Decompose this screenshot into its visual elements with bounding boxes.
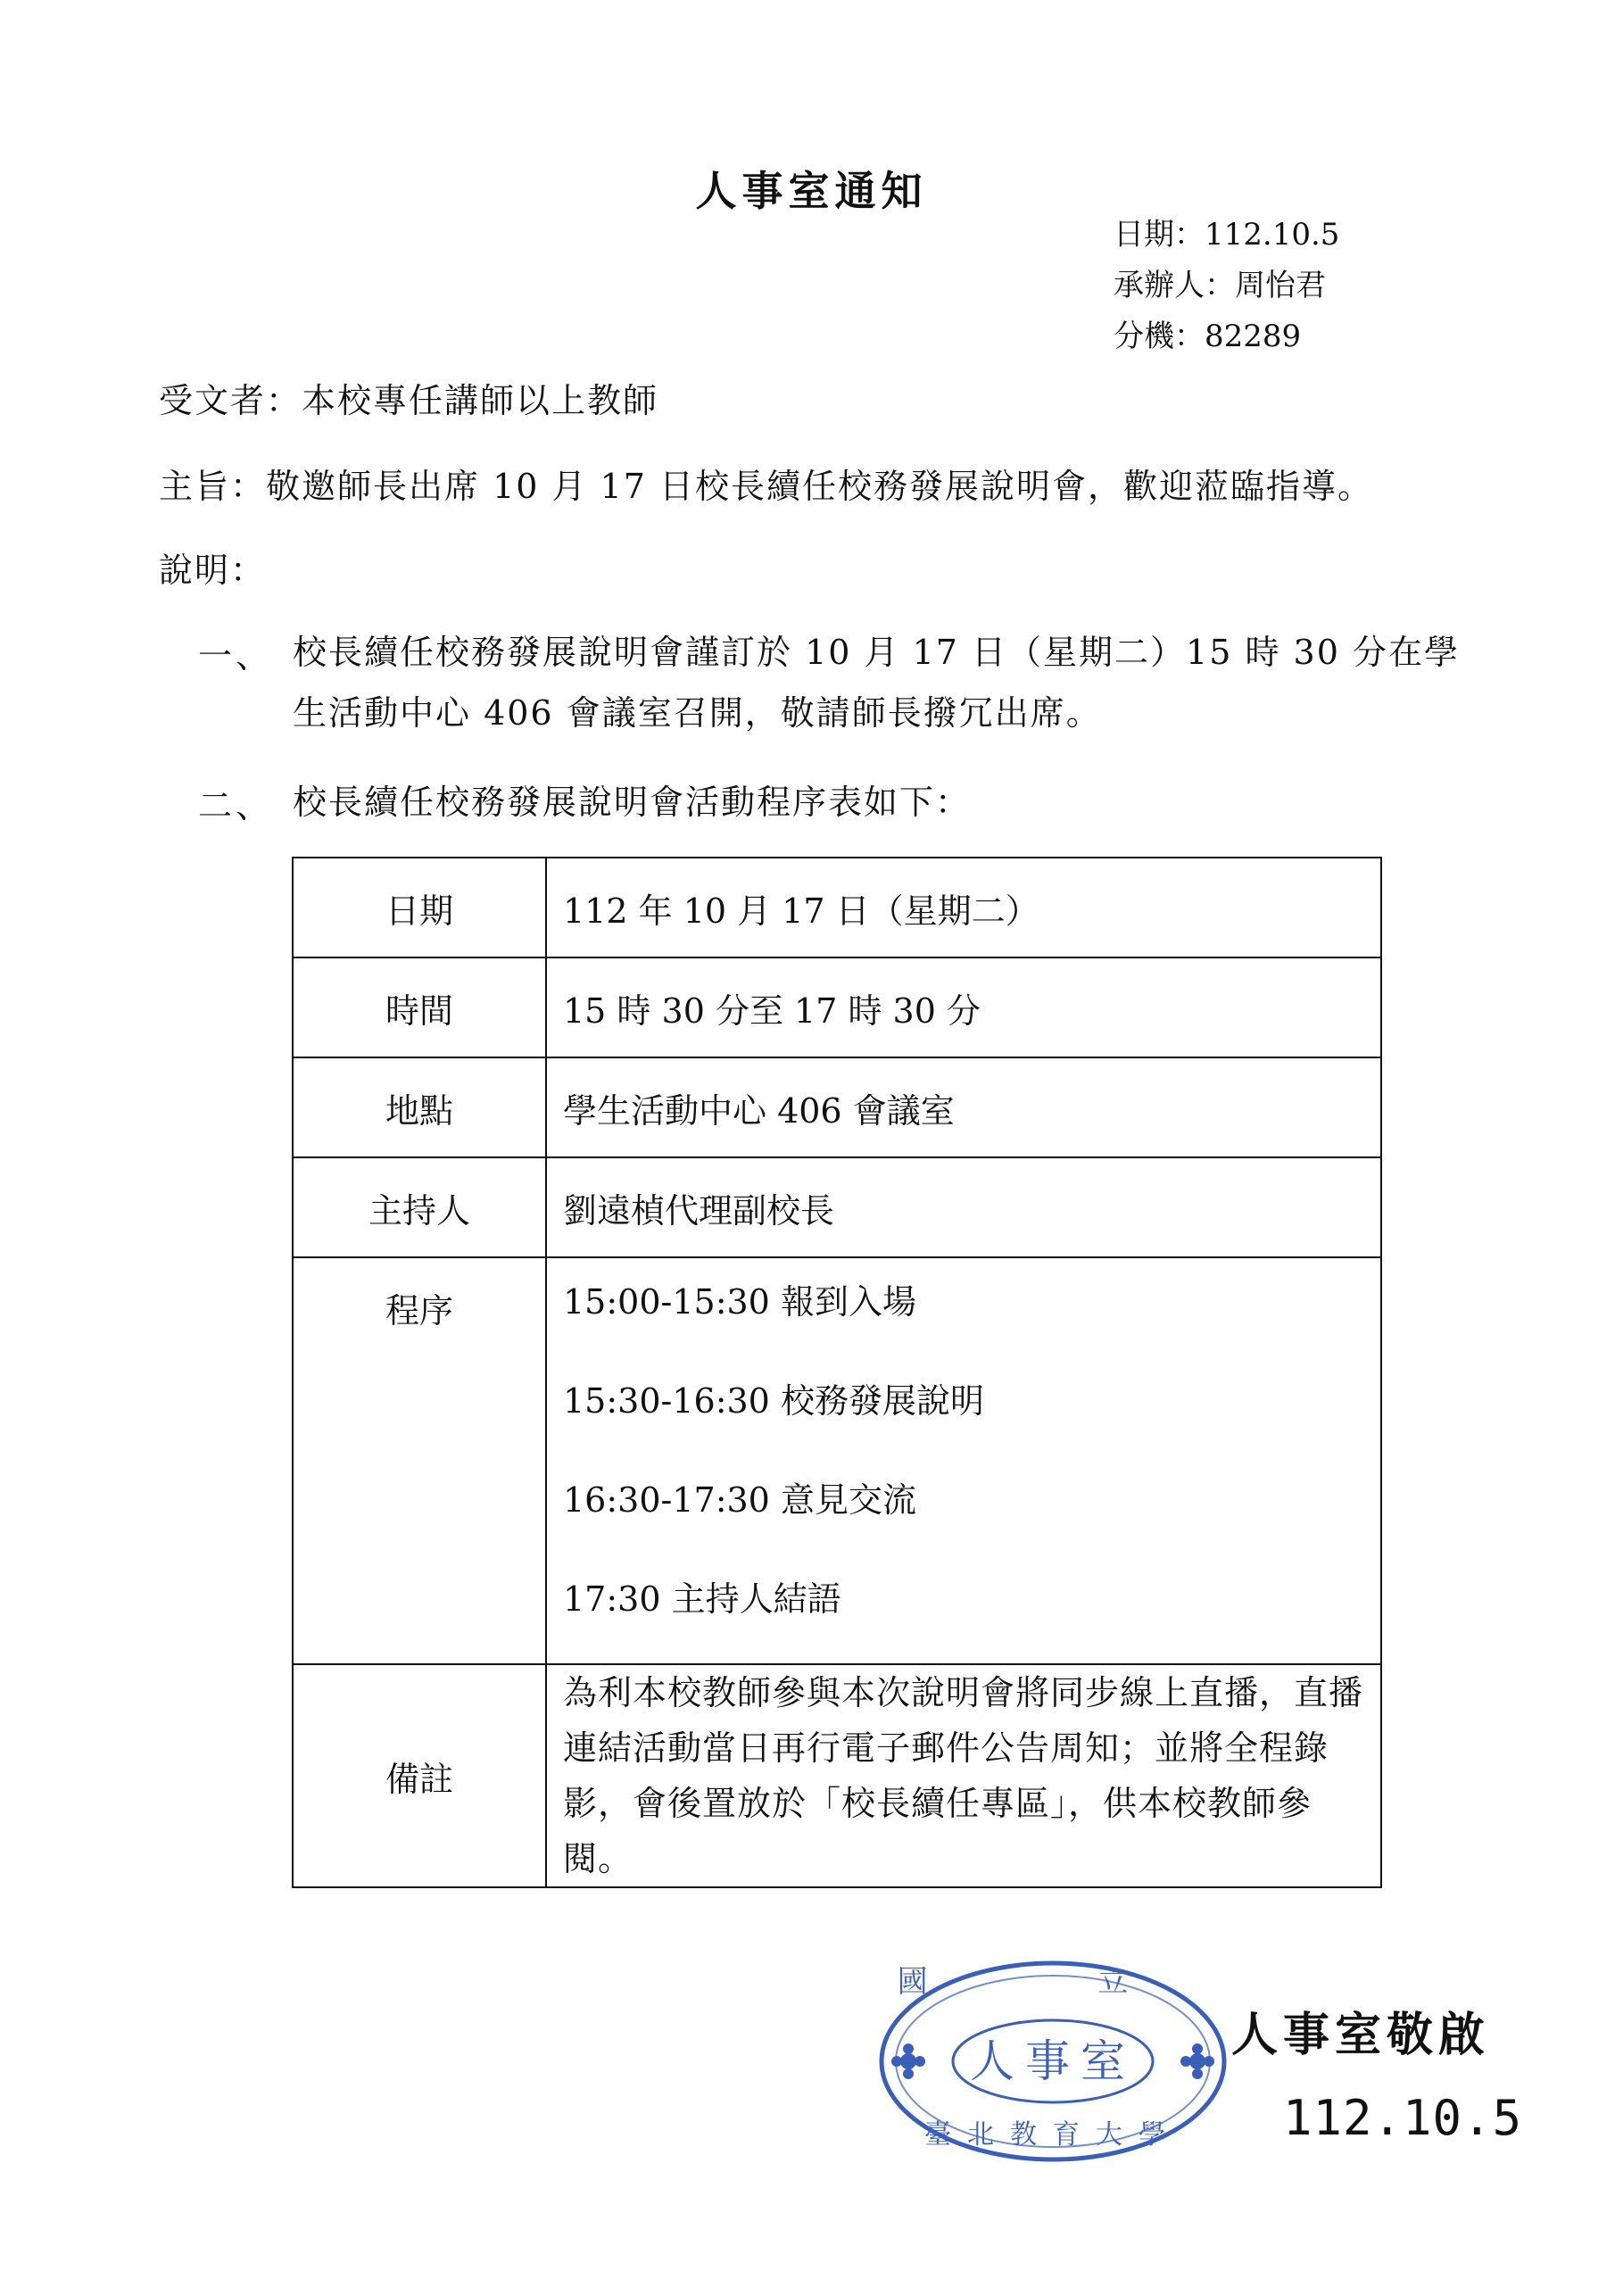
table-row-remark	[293, 1664, 1381, 1887]
table-row-program	[293, 1257, 1381, 1664]
program-step: 17:30 主持人結語	[563, 1579, 841, 1619]
item-text-1: 校長續任校務發展說明會謹訂於 10 月 17 日（星期二）15 時 30 分在學生活動中心 406 會議室召開，敬請師長撥冗出席。	[293, 633, 1460, 733]
meta-extension: 分機：82289	[1114, 319, 1302, 354]
signoff-date: 112.10.5	[1283, 2090, 1523, 2146]
seal-center-text: 人事室	[970, 2035, 1136, 2087]
seal-top-text: 國 立	[897, 1964, 1209, 2000]
program-step: 15:30-16:30 校務發展說明	[563, 1381, 984, 1421]
table-row-place	[293, 1057, 1381, 1157]
date-label-cell: 日期	[293, 858, 546, 957]
signoff: 人事室敬啟	[1231, 2008, 1491, 2062]
host-label-cell: 主持人	[293, 1157, 546, 1257]
table-row-host	[293, 1157, 1381, 1257]
remark-label-cell: 備註	[293, 1664, 546, 1887]
program-value-cell	[546, 1257, 1381, 1664]
item-number-2: 二、	[198, 786, 274, 825]
subject-line: 主旨：敬邀師長出席 10 月 17 日校長續任校務發展說明會，歡迎蒞臨指導。	[159, 467, 1374, 506]
official-seal	[874, 1954, 1231, 2172]
program-step: 16:30-17:30 意見交流	[563, 1480, 916, 1520]
time-label-cell: 時間	[293, 957, 546, 1057]
flower-icon	[1180, 2043, 1214, 2079]
notice-title: 人事室通知	[695, 167, 928, 215]
host-value-cell: 劉遠楨代理副校長	[546, 1157, 1381, 1257]
seal-graphic	[874, 1954, 1231, 2168]
flower-icon	[891, 2043, 925, 2079]
program-label-cell: 程序	[293, 1257, 546, 1664]
item-text-2: 校長續任校務發展說明會活動程序表如下：	[293, 783, 972, 822]
table-row-time	[293, 957, 1381, 1057]
schedule-table	[292, 857, 1382, 1888]
meta-date: 日期：112.10.5	[1114, 217, 1340, 253]
notice-meta	[1114, 210, 1339, 362]
place-value-cell: 學生活動中心 406 會議室	[546, 1057, 1381, 1157]
explain-label: 說明：	[159, 551, 267, 590]
meta-handler: 承辦人：周怡君	[1114, 268, 1326, 303]
item-number-1: 一、	[198, 636, 274, 676]
recipient-line: 受文者：本校專任講師以上教師	[159, 381, 659, 420]
remark-value-cell: 為利本校教師參與本次說明會將同步線上直播，直播連結活動當日再行電子郵件公告周知；並將全程錄影，會後置放於「校長續任專區」，供本校教師參閱。	[546, 1664, 1381, 1887]
program-step: 15:00-15:30 報到入場	[563, 1282, 916, 1322]
seal-bottom-text: 臺北教育大學	[924, 2119, 1181, 2151]
date-value-cell: 112 年 10 月 17 日（星期二）	[546, 858, 1381, 957]
time-value-cell: 15 時 30 分至 17 時 30 分	[546, 957, 1381, 1057]
place-label-cell: 地點	[293, 1057, 546, 1157]
table-row-date	[293, 858, 1381, 957]
